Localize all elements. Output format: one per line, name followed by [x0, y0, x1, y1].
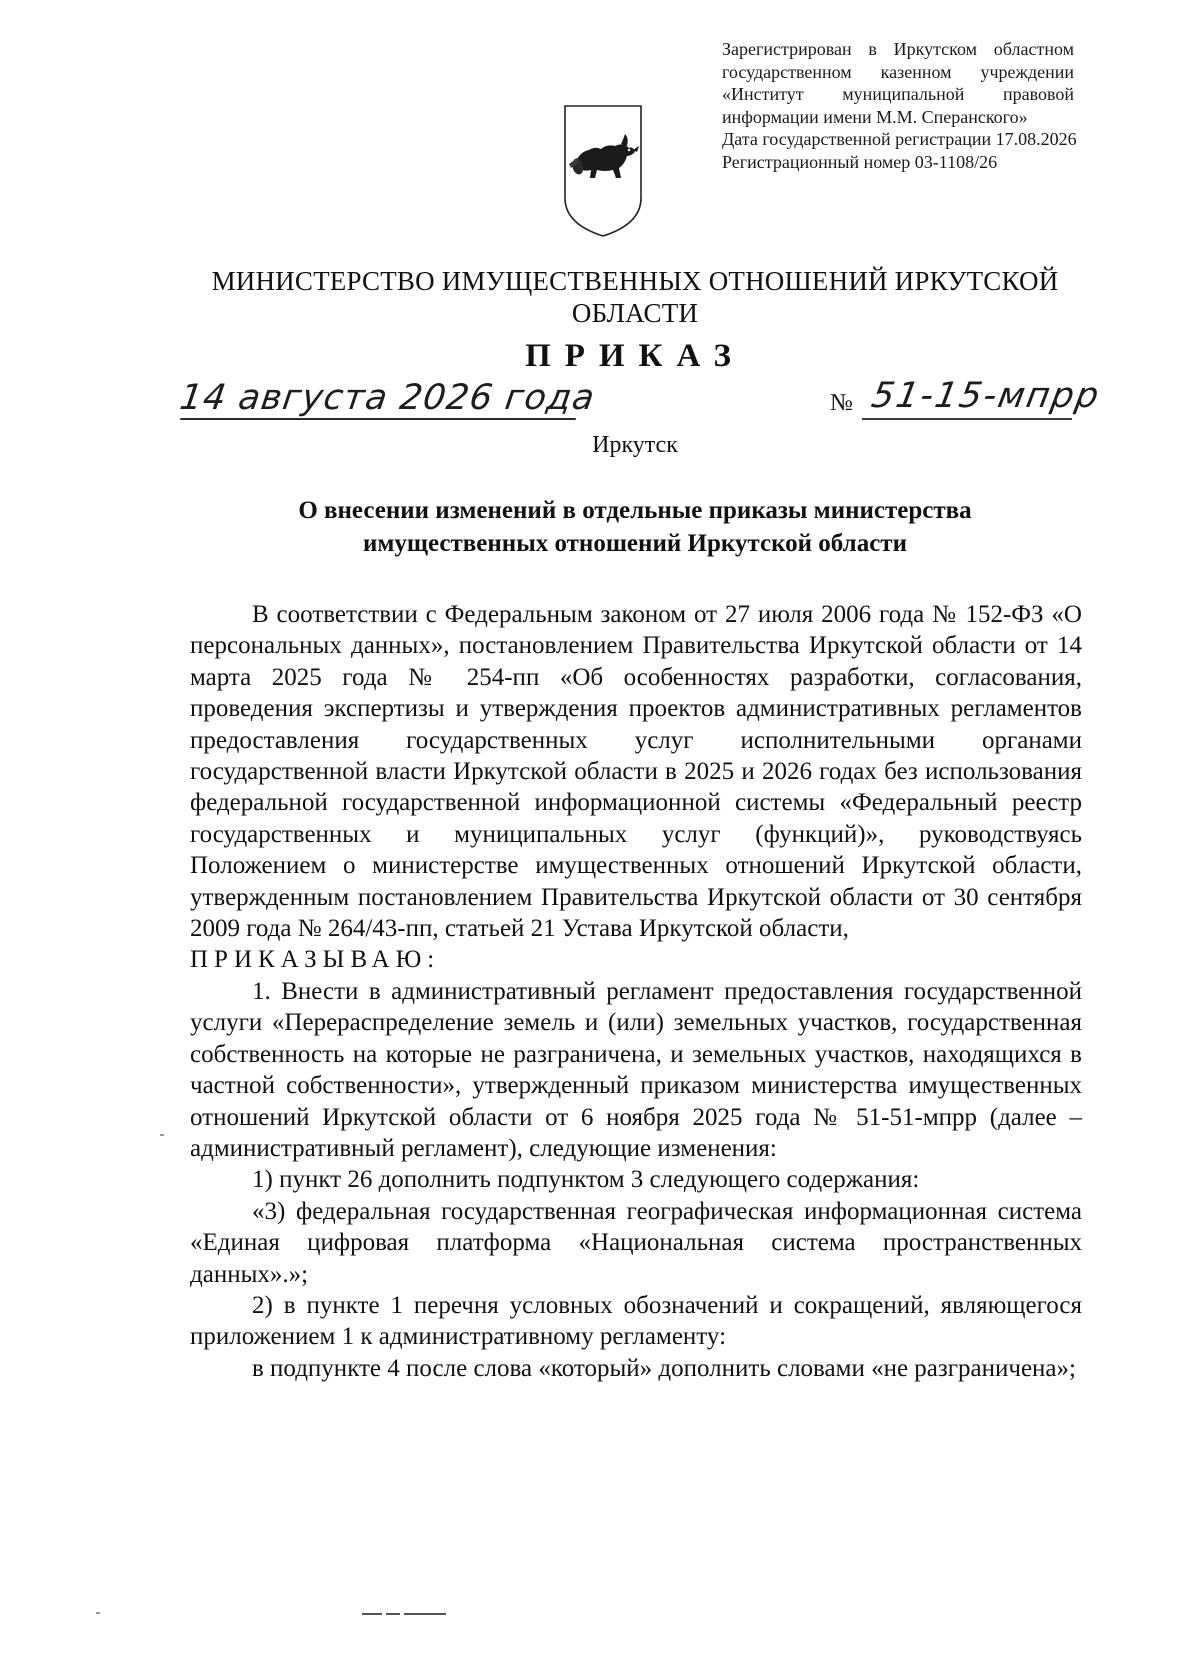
number-label: № — [830, 390, 853, 416]
registration-line: Зарегистрирован в Иркутском областном — [722, 39, 1074, 59]
registration-line: «Институт муниципальной правовой — [722, 84, 1074, 104]
city: Иркутск — [592, 432, 678, 458]
ministry-name-line1: МИНИСТЕРСТВО ИМУЩЕСТВЕННЫХ ОТНОШЕНИЙ ИРКУТСКОЙ — [211, 266, 1059, 296]
subitem-2-text: в подпункте 4 после слова «который» дополнить словами «не разграничена»; — [252, 1354, 1076, 1382]
registration-stamp — [722, 38, 1077, 173]
subitem-1-paragraph: 1) пункт 26 дополнить подпунктом 3 следующего содержания: — [252, 1166, 920, 1194]
scan-mark — [160, 1134, 164, 1136]
registration-date: Дата государственной регистрации 17.08.2026 — [722, 129, 1077, 149]
handwritten-number: 51-15-мпрр — [868, 376, 1104, 416]
preamble-paragraph: В соответствии с Федеральным законом от 27 июля 2006 года № 152-ФЗ «О персональных данных», постановлением Правительства Иркутской области от 14 марта 2025 года № 254-пп «Об особенностях разработки, согласования, проведения экспертизы и утверждения проектов административных регламентов предоставления государственных услуг исполнительными органами государственной власти Иркутской области в 2025 и 2026 годах без использования федеральной государственной информационной системы «Федеральный реестр государственных и муниципальных услуг (функций)», руководствуясь Положением о министерстве имущественных отношений Иркутской области, утвержденным постановлением Правительства Иркутской области от 30 сентября 2009 года № 264/43-пп, статьей 21 Устава Иркутской области, — [190, 601, 1082, 943]
order-word: ПРИКАЗЫВАЮ: — [190, 946, 441, 974]
irkutsk-coat-of-arms-icon — [561, 102, 645, 240]
order-body — [190, 599, 1082, 1384]
registration-number: Регистрационный номер 03-1108/26 — [722, 151, 998, 172]
subitem-1-quote: «3) федеральная государственная географическая информационная система «Единая цифровая платформа «Национальная система пространственных данных».»; — [190, 1197, 1082, 1288]
ministry-name — [180, 265, 1090, 329]
subitem-2-paragraph: 2) в пункте 1 перечня условных обозначений и сокращений, являющегося приложением 1 к административному регламенту: — [190, 1291, 1082, 1351]
date-underline — [180, 418, 576, 420]
footer-dash — [404, 1613, 446, 1615]
number-underline — [862, 418, 1072, 420]
registration-line: информации имени М.М. Сперанского» — [722, 106, 1028, 127]
scan-mark — [96, 1612, 100, 1614]
footer-dash — [362, 1613, 382, 1615]
ministry-name-line2: ОБЛАСТИ — [571, 298, 699, 328]
subject-line2: имущественных отношений Иркутской области — [362, 530, 907, 557]
order-title: ПРИКАЗ — [525, 338, 745, 374]
registration-line: государственном казенном учреждении — [722, 61, 1074, 82]
handwritten-date: 14 августа 2026 года — [177, 378, 598, 418]
subject-line1: О внесении изменений в отдельные приказы министерства — [298, 497, 972, 524]
order-subject — [190, 494, 1080, 560]
footer-dash — [386, 1613, 400, 1615]
item-1-paragraph: 1. Внести в административный регламент предоставления государственной услуги «Перераспределение земель и (или) земельных участков, государственная собственность на которые не разграничена, и земельных участков, находящихся в частной собственности», утвержденный приказом министерства имущественных отношений Иркутской области от 6 ноября 2025 года № 51-51-мпрр (далее – административный регламент), следующие изменения: — [190, 977, 1082, 1162]
